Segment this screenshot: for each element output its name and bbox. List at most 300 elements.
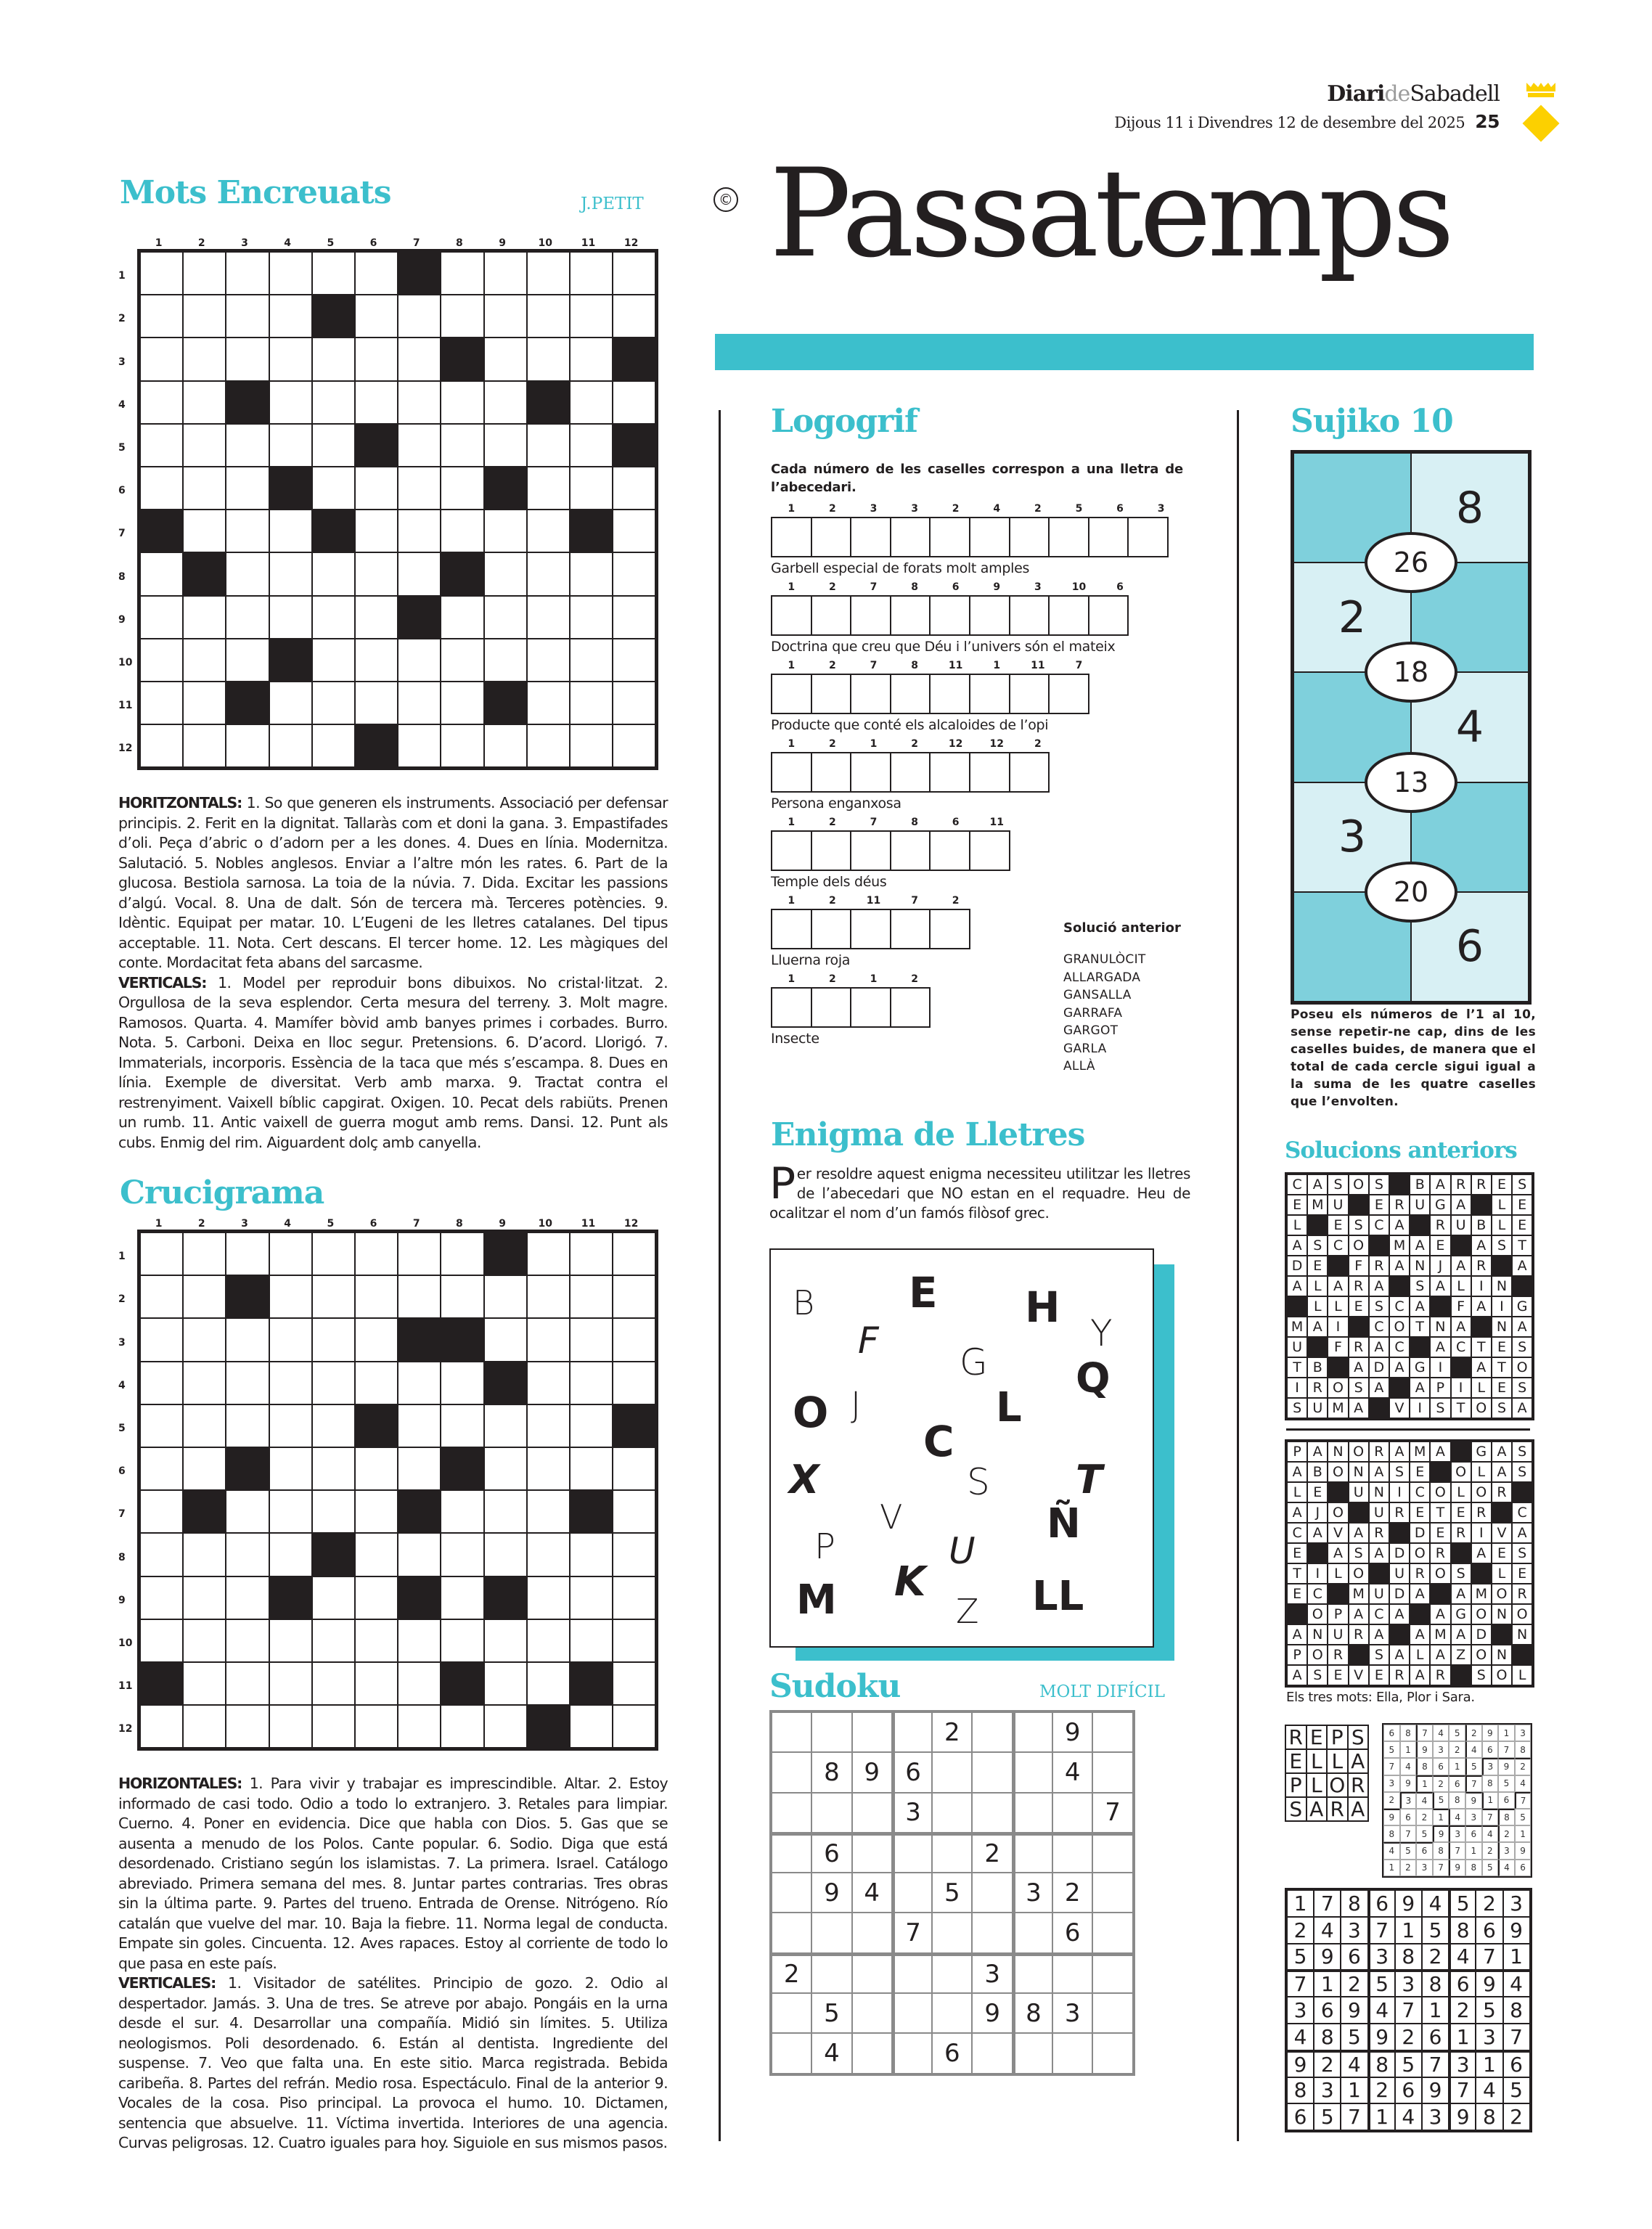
empty-sudoku-cell[interactable] (1092, 1833, 1132, 1873)
empty-sudoku-cell[interactable] (972, 1752, 1012, 1792)
letter-box[interactable] (890, 595, 931, 636)
crossword-cell[interactable] (613, 596, 655, 639)
letter-box[interactable] (890, 752, 931, 793)
letter-box[interactable] (771, 909, 812, 949)
crossword-cell[interactable] (312, 1662, 355, 1705)
letter-box[interactable] (929, 752, 970, 793)
empty-sudoku-cell[interactable] (852, 1953, 892, 1993)
letter-box[interactable] (1088, 595, 1129, 636)
crossword-cell[interactable] (441, 1533, 483, 1576)
crossword-cell[interactable] (269, 1662, 312, 1705)
crossword-cell[interactable] (527, 1662, 570, 1705)
crossword-cell[interactable] (140, 1275, 183, 1318)
crossword-cell[interactable] (140, 1705, 183, 1748)
crossword-cell[interactable] (140, 1318, 183, 1361)
crossword-cell[interactable] (140, 1576, 183, 1619)
crossword-cell[interactable] (269, 252, 312, 295)
crossword-cell[interactable] (140, 552, 183, 595)
crossword-cell[interactable] (226, 1619, 269, 1662)
crossword-cell[interactable] (226, 596, 269, 639)
crossword-cell[interactable] (355, 682, 398, 724)
crossword-cell[interactable] (613, 639, 655, 682)
crossword-cell[interactable] (269, 338, 312, 380)
crossword-cell[interactable] (484, 1275, 527, 1318)
crossword-cell[interactable] (613, 1362, 655, 1404)
crossword-cell[interactable] (527, 424, 570, 467)
crossword-cell[interactable] (527, 596, 570, 639)
empty-sudoku-cell[interactable] (932, 1752, 972, 1792)
crossword-cell[interactable] (140, 1619, 183, 1662)
letter-box[interactable] (850, 595, 891, 636)
letter-box[interactable] (771, 752, 812, 793)
empty-sudoku-cell[interactable] (892, 1993, 932, 2033)
crossword-cell[interactable] (570, 252, 613, 295)
crossword-cell[interactable] (570, 1533, 613, 1576)
crossword-cell[interactable] (570, 552, 613, 595)
crossword-cell[interactable] (441, 639, 483, 682)
crossword-cell[interactable] (355, 381, 398, 424)
crossword-cell[interactable] (613, 467, 655, 510)
crossword-cell[interactable] (140, 596, 183, 639)
empty-sudoku-cell[interactable] (1013, 1712, 1052, 1752)
crossword-cell[interactable] (484, 1318, 527, 1361)
empty-sudoku-cell[interactable] (1092, 1993, 1132, 2033)
letter-box[interactable] (811, 830, 852, 871)
crossword-cell[interactable] (398, 552, 441, 595)
crossword-cell[interactable] (570, 639, 613, 682)
crossword-cell[interactable] (441, 1576, 483, 1619)
crossword-cell[interactable] (140, 1404, 183, 1447)
crossword-cell[interactable] (613, 1705, 655, 1748)
crossword-cell[interactable] (269, 1447, 312, 1490)
crossword-cell[interactable] (527, 1404, 570, 1447)
crossword-cell[interactable] (570, 1362, 613, 1404)
crossword-cell[interactable] (527, 1232, 570, 1275)
crossword-cell[interactable] (527, 1447, 570, 1490)
crossword-cell[interactable] (570, 1447, 613, 1490)
crossword-cell[interactable] (312, 639, 355, 682)
crossword-cell[interactable] (527, 295, 570, 338)
crossword-cell[interactable] (355, 467, 398, 510)
empty-sudoku-cell[interactable] (1013, 1793, 1052, 1833)
crossword-cell[interactable] (355, 596, 398, 639)
crossword-cell[interactable] (226, 1404, 269, 1447)
crossword-cell[interactable] (613, 1490, 655, 1533)
crossword-cell[interactable] (183, 1232, 226, 1275)
crossword-cell[interactable] (269, 1275, 312, 1318)
crossword-cell[interactable] (484, 1619, 527, 1662)
crossword-cell[interactable] (613, 724, 655, 767)
crossword-cell[interactable] (312, 1232, 355, 1275)
crossword-cell[interactable] (613, 1275, 655, 1318)
crossword-cell[interactable] (226, 1533, 269, 1576)
crossword-cell[interactable] (398, 1619, 441, 1662)
crossword-cell[interactable] (398, 639, 441, 682)
crossword-cell[interactable] (613, 682, 655, 724)
crossword-cell[interactable] (441, 1490, 483, 1533)
crossword-cell[interactable] (613, 1662, 655, 1705)
crossword-cell[interactable] (226, 1318, 269, 1361)
crossword-cell[interactable] (613, 1576, 655, 1619)
empty-sudoku-cell[interactable] (811, 1712, 851, 1752)
crossword-cell[interactable] (355, 1662, 398, 1705)
letter-box[interactable] (969, 595, 1010, 636)
crossword-cell[interactable] (226, 724, 269, 767)
empty-sudoku-cell[interactable] (1013, 2033, 1052, 2073)
crossword-cell[interactable] (269, 682, 312, 724)
letter-box[interactable] (811, 517, 852, 557)
crossword-cell[interactable] (441, 596, 483, 639)
crossword-cell[interactable] (355, 1576, 398, 1619)
crossword-cell[interactable] (269, 510, 312, 552)
crossword-cell[interactable] (140, 424, 183, 467)
crossword-cell[interactable] (613, 1619, 655, 1662)
crossword-cell[interactable] (570, 295, 613, 338)
crossword-cell[interactable] (527, 467, 570, 510)
crossword-cell[interactable] (269, 1404, 312, 1447)
crossword-cell[interactable] (613, 1533, 655, 1576)
empty-sudoku-cell[interactable] (772, 1833, 811, 1873)
empty-sudoku-cell[interactable] (811, 1913, 851, 1952)
crossword-cell[interactable] (355, 252, 398, 295)
letter-box[interactable] (969, 830, 1010, 871)
crossword-cell[interactable] (226, 1576, 269, 1619)
empty-sudoku-cell[interactable] (932, 1913, 972, 1952)
crossword-cell[interactable] (398, 510, 441, 552)
crossword-cell[interactable] (226, 510, 269, 552)
crossword-cell[interactable] (398, 381, 441, 424)
crossword-cell[interactable] (527, 552, 570, 595)
crossword-cell[interactable] (441, 467, 483, 510)
crossword-cell[interactable] (441, 381, 483, 424)
crossword-cell[interactable] (140, 1362, 183, 1404)
crossword-cell[interactable] (570, 1705, 613, 1748)
crossword-cell[interactable] (140, 639, 183, 682)
crossword-cell[interactable] (527, 682, 570, 724)
crossword-cell[interactable] (355, 295, 398, 338)
empty-sudoku-cell[interactable] (1013, 1833, 1052, 1873)
crossword-cell[interactable] (613, 510, 655, 552)
empty-sudoku-cell[interactable] (892, 1712, 932, 1752)
letter-box[interactable] (1009, 674, 1050, 714)
crossword-cell[interactable] (484, 510, 527, 552)
empty-sudoku-cell[interactable] (1052, 2033, 1092, 2073)
empty-sudoku-cell[interactable] (772, 1712, 811, 1752)
crossword-cell[interactable] (570, 1232, 613, 1275)
empty-sudoku-cell[interactable] (1052, 1953, 1092, 1993)
crossword-cell[interactable] (398, 1533, 441, 1576)
crossword-cell[interactable] (183, 724, 226, 767)
crossword-cell[interactable] (398, 424, 441, 467)
letter-box[interactable] (1048, 517, 1089, 557)
empty-sudoku-cell[interactable] (932, 1953, 972, 1993)
crossword-cell[interactable] (183, 1275, 226, 1318)
crossword-cell[interactable] (355, 1318, 398, 1361)
crossword-cell[interactable] (570, 596, 613, 639)
empty-sudoku-cell[interactable] (1092, 1873, 1132, 1913)
crossword-cell[interactable] (183, 252, 226, 295)
crossword-cell[interactable] (183, 1619, 226, 1662)
crossword-cell[interactable] (355, 1619, 398, 1662)
empty-sudoku-cell[interactable] (972, 1712, 1012, 1752)
empty-sudoku-cell[interactable] (892, 2033, 932, 2073)
crossword-cell[interactable] (613, 1447, 655, 1490)
crossword-cell[interactable] (312, 467, 355, 510)
crossword-cell[interactable] (527, 1362, 570, 1404)
crossword-cell[interactable] (183, 1576, 226, 1619)
crossword-cell[interactable] (183, 639, 226, 682)
crossword-cell[interactable] (484, 295, 527, 338)
empty-sudoku-cell[interactable] (932, 1833, 972, 1873)
letter-box[interactable] (1009, 595, 1050, 636)
crossword-cell[interactable] (441, 252, 483, 295)
crossword-cell[interactable] (484, 424, 527, 467)
letter-box[interactable] (929, 909, 970, 949)
crossword-cell[interactable] (183, 467, 226, 510)
crossword-cell[interactable] (140, 467, 183, 510)
empty-sudoku-cell[interactable] (772, 1752, 811, 1792)
crossword-cell[interactable] (441, 1705, 483, 1748)
empty-sudoku-cell[interactable] (772, 1913, 811, 1952)
crossword-cell[interactable] (312, 252, 355, 295)
empty-sudoku-cell[interactable] (772, 1793, 811, 1833)
crossword-cell[interactable] (183, 510, 226, 552)
empty-sudoku-cell[interactable] (1092, 1712, 1132, 1752)
letter-box[interactable] (1127, 517, 1169, 557)
crossword-cell[interactable] (312, 1362, 355, 1404)
letter-box[interactable] (969, 674, 1010, 714)
crossword-cell[interactable] (570, 467, 613, 510)
crossword-cell[interactable] (226, 338, 269, 380)
letter-box[interactable] (850, 830, 891, 871)
crossword-cell[interactable] (398, 724, 441, 767)
crossword-cell[interactable] (355, 1232, 398, 1275)
crossword-cell[interactable] (613, 295, 655, 338)
empty-sudoku-cell[interactable] (892, 1953, 932, 1993)
letter-box[interactable] (1088, 517, 1129, 557)
crossword-cell[interactable] (398, 467, 441, 510)
crossword-cell[interactable] (527, 1576, 570, 1619)
crossword-cell[interactable] (355, 1275, 398, 1318)
crossword-cell[interactable] (484, 1533, 527, 1576)
crossword-cell[interactable] (441, 1619, 483, 1662)
crossword-cell[interactable] (613, 552, 655, 595)
crossword-cell[interactable] (398, 1447, 441, 1490)
crossword-cell[interactable] (312, 1447, 355, 1490)
crossword-cell[interactable] (140, 295, 183, 338)
letter-box[interactable] (890, 517, 931, 557)
crossword-cell[interactable] (441, 424, 483, 467)
letter-box[interactable] (929, 674, 970, 714)
letter-box[interactable] (850, 517, 891, 557)
crossword-cell[interactable] (269, 1318, 312, 1361)
crossword-cell[interactable] (570, 1619, 613, 1662)
empty-sudoku-cell[interactable] (772, 1873, 811, 1913)
crossword-cell[interactable] (355, 1362, 398, 1404)
letter-box[interactable] (771, 595, 812, 636)
crossword-cell[interactable] (441, 295, 483, 338)
crossword-cell[interactable] (312, 1404, 355, 1447)
crossword-cell[interactable] (140, 682, 183, 724)
empty-sudoku-cell[interactable] (852, 1833, 892, 1873)
crossword-cell[interactable] (183, 381, 226, 424)
crossword-cell[interactable] (441, 682, 483, 724)
crossword-cell[interactable] (355, 338, 398, 380)
crossword-cell[interactable] (183, 1533, 226, 1576)
letter-box[interactable] (771, 987, 812, 1028)
crossword-cell[interactable] (140, 252, 183, 295)
crossword-cell[interactable] (183, 338, 226, 380)
empty-sudoku-cell[interactable] (1013, 1953, 1052, 1993)
empty-sudoku-cell[interactable] (852, 1993, 892, 2033)
empty-sudoku-cell[interactable] (811, 1793, 851, 1833)
crossword-cell[interactable] (398, 1275, 441, 1318)
empty-sudoku-cell[interactable] (852, 2033, 892, 2073)
empty-sudoku-cell[interactable] (892, 1833, 932, 1873)
crossword-cell[interactable] (312, 1275, 355, 1318)
letter-box[interactable] (929, 595, 970, 636)
letter-box[interactable] (811, 674, 852, 714)
letter-box[interactable] (969, 517, 1010, 557)
crossword-cell[interactable] (527, 639, 570, 682)
crossword-cell[interactable] (398, 1232, 441, 1275)
crossword-cell[interactable] (312, 1619, 355, 1662)
letter-box[interactable] (1048, 674, 1089, 714)
crossword-cell[interactable] (398, 338, 441, 380)
empty-sudoku-cell[interactable] (811, 1953, 851, 1993)
crossword-cell[interactable] (226, 552, 269, 595)
letter-box[interactable] (850, 752, 891, 793)
crossword-cell[interactable] (269, 1490, 312, 1533)
crossword-cell[interactable] (140, 1490, 183, 1533)
empty-sudoku-cell[interactable] (1052, 1833, 1092, 1873)
empty-sudoku-cell[interactable] (972, 2033, 1012, 2073)
crossword-cell[interactable] (183, 1705, 226, 1748)
empty-sudoku-cell[interactable] (1092, 1752, 1132, 1792)
crossword-cell[interactable] (570, 724, 613, 767)
crossword-cell[interactable] (441, 510, 483, 552)
crossword-cell[interactable] (527, 338, 570, 380)
empty-sudoku-cell[interactable] (972, 1793, 1012, 1833)
crossword-cell[interactable] (613, 252, 655, 295)
crossword-cell[interactable] (527, 252, 570, 295)
crossword-cell[interactable] (269, 295, 312, 338)
crossword-cell[interactable] (183, 1362, 226, 1404)
letter-box[interactable] (1009, 517, 1050, 557)
crossword-cell[interactable] (441, 1404, 483, 1447)
crossword-cell[interactable] (226, 295, 269, 338)
letter-box[interactable] (890, 987, 931, 1028)
crossword-cell[interactable] (570, 1576, 613, 1619)
crossword-cell[interactable] (398, 1705, 441, 1748)
crossword-cell[interactable] (140, 338, 183, 380)
crossword-cell[interactable] (183, 1404, 226, 1447)
crossword-cell[interactable] (312, 1318, 355, 1361)
crossword-cell[interactable] (312, 424, 355, 467)
crossword-cell[interactable] (226, 639, 269, 682)
letter-box[interactable] (1048, 595, 1089, 636)
crossword-cell[interactable] (570, 1275, 613, 1318)
crossword-cell[interactable] (226, 1662, 269, 1705)
crossword-cell[interactable] (484, 552, 527, 595)
letter-box[interactable] (811, 987, 852, 1028)
crossword-cell[interactable] (312, 552, 355, 595)
empty-sudoku-cell[interactable] (1092, 2033, 1132, 2073)
crossword-cell[interactable] (398, 1404, 441, 1447)
letter-box[interactable] (890, 830, 931, 871)
crossword-cell[interactable] (398, 1362, 441, 1404)
crossword-cell[interactable] (183, 1662, 226, 1705)
crossword-cell[interactable] (570, 381, 613, 424)
crossword-cell[interactable] (570, 1318, 613, 1361)
empty-sudoku-cell[interactable] (1013, 1913, 1052, 1952)
crossword-cell[interactable] (570, 424, 613, 467)
crossword-cell[interactable] (484, 1404, 527, 1447)
crossword-cell[interactable] (484, 1490, 527, 1533)
crossword-cell[interactable] (269, 724, 312, 767)
crossword-cell[interactable] (484, 596, 527, 639)
crossword-cell[interactable] (269, 1705, 312, 1748)
crossword-cell[interactable] (269, 1619, 312, 1662)
letter-box[interactable] (771, 517, 812, 557)
empty-sudoku-cell[interactable] (932, 1993, 972, 2033)
crossword-cell[interactable] (269, 552, 312, 595)
empty-sudoku-cell[interactable] (1052, 1793, 1092, 1833)
crossword-cell[interactable] (312, 338, 355, 380)
crossword-cell[interactable] (484, 1447, 527, 1490)
crossword-cell[interactable] (484, 1705, 527, 1748)
letter-box[interactable] (850, 987, 891, 1028)
crossword-cell[interactable] (570, 682, 613, 724)
crossword-cell[interactable] (484, 381, 527, 424)
crossword-cell[interactable] (312, 381, 355, 424)
empty-sudoku-cell[interactable] (892, 1873, 932, 1913)
crossword-cell[interactable] (441, 1275, 483, 1318)
crossword-cell[interactable] (312, 682, 355, 724)
crossword-cell[interactable] (441, 1362, 483, 1404)
crossword-cell[interactable] (226, 1490, 269, 1533)
crossword-cell[interactable] (355, 639, 398, 682)
empty-sudoku-cell[interactable] (852, 1913, 892, 1952)
crossword-cell[interactable] (398, 682, 441, 724)
crossword-cell[interactable] (140, 1232, 183, 1275)
empty-sudoku-cell[interactable] (1092, 1913, 1132, 1952)
crossword-cell[interactable] (484, 1662, 527, 1705)
crossword-cell[interactable] (527, 1275, 570, 1318)
crossword-cell[interactable] (269, 1232, 312, 1275)
crossword-cell[interactable] (613, 1318, 655, 1361)
empty-sudoku-cell[interactable] (1092, 1953, 1132, 1993)
crossword-cell[interactable] (355, 510, 398, 552)
crossword-cell[interactable] (140, 381, 183, 424)
crossword-cell[interactable] (269, 424, 312, 467)
empty-sudoku-cell[interactable] (852, 1793, 892, 1833)
empty-sudoku-cell[interactable] (972, 1873, 1012, 1913)
crossword-cell[interactable] (355, 1490, 398, 1533)
letter-box[interactable] (850, 674, 891, 714)
crossword-cell[interactable] (398, 295, 441, 338)
crossword-cell[interactable] (312, 1490, 355, 1533)
crossword-cell[interactable] (527, 1533, 570, 1576)
crossword-cell[interactable] (226, 1705, 269, 1748)
letter-box[interactable] (850, 909, 891, 949)
empty-sudoku-cell[interactable] (1013, 1752, 1052, 1792)
crossword-cell[interactable] (140, 724, 183, 767)
crossword-cell[interactable] (183, 1447, 226, 1490)
crossword-cell[interactable] (269, 381, 312, 424)
crossword-cell[interactable] (312, 724, 355, 767)
crossword-cell[interactable] (570, 1404, 613, 1447)
